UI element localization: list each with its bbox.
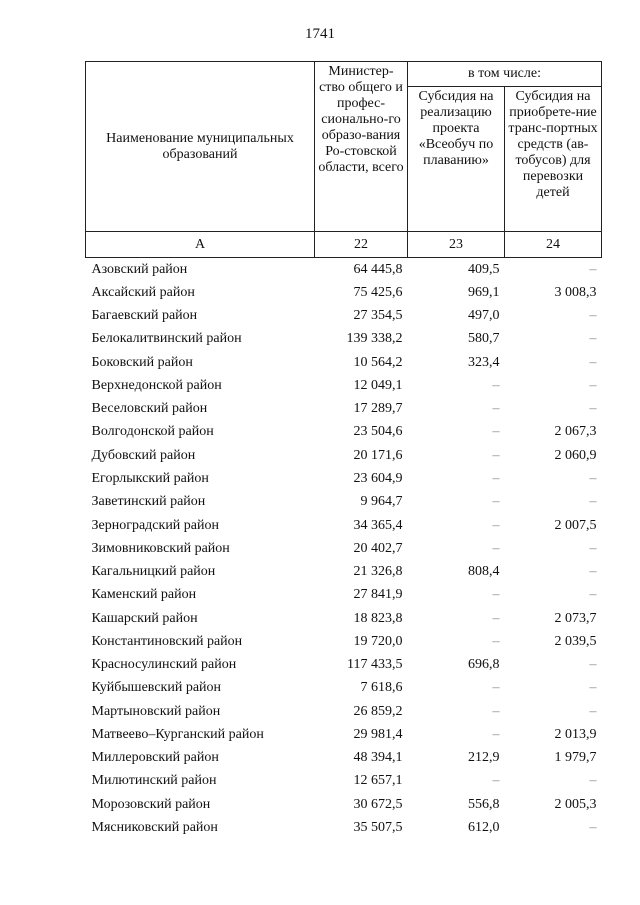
municipality-name: Верхнедонской район bbox=[91, 377, 222, 393]
header-number-a: А bbox=[86, 232, 315, 258]
ministry-total-value: 27 841,9 bbox=[353, 587, 403, 603]
ministry-total-value: 7 618,6 bbox=[360, 680, 403, 696]
bus-subsidy-value: 2 005,3 bbox=[554, 796, 597, 812]
municipality-name: Веселовский район bbox=[91, 401, 208, 417]
ministry-total-value: 12 657,1 bbox=[353, 773, 403, 789]
bus-subsidy-value: – bbox=[589, 680, 597, 696]
table-row bbox=[86, 816, 602, 839]
header-municipality: Наименование муниципальных образований bbox=[86, 62, 315, 232]
ministry-total-value: 75 425,6 bbox=[353, 284, 403, 300]
bus-subsidy-value: 1 979,7 bbox=[554, 750, 597, 766]
municipality-name: Зимовниковский район bbox=[91, 540, 230, 556]
municipality-name: Матвеево–Курганский район bbox=[91, 726, 264, 742]
swimming-subsidy-value: – bbox=[492, 587, 500, 603]
bus-subsidy-value: – bbox=[589, 703, 597, 719]
ministry-total-value: 23 604,9 bbox=[353, 471, 403, 487]
bus-subsidy-value: – bbox=[589, 377, 597, 393]
municipality-name: Кашарский район bbox=[91, 610, 198, 626]
ministry-total-value: 29 981,4 bbox=[353, 726, 403, 742]
table-row bbox=[86, 281, 602, 304]
header-ministry-total: Министер-ство общего и профес-сионально-го образо-вания Ро-стовской области, всего bbox=[315, 62, 408, 232]
bus-subsidy-value: 3 008,3 bbox=[554, 284, 597, 300]
table-row bbox=[86, 677, 602, 700]
bus-subsidy-value: – bbox=[589, 564, 597, 580]
header-number-22: 22 bbox=[315, 232, 408, 258]
table-row bbox=[86, 258, 602, 282]
ministry-total-value: 139 338,2 bbox=[346, 331, 403, 347]
municipality-name: Каменский район bbox=[91, 587, 197, 603]
bus-subsidy-value: 2 067,3 bbox=[554, 424, 597, 440]
municipality-name: Мартыновский район bbox=[91, 703, 221, 719]
swimming-subsidy-value: 556,8 bbox=[468, 796, 500, 812]
municipality-name: Милютинский район bbox=[91, 773, 217, 789]
table-row bbox=[86, 654, 602, 677]
bus-subsidy-value: – bbox=[589, 820, 597, 835]
table-row bbox=[86, 537, 602, 560]
swimming-subsidy-value: 409,5 bbox=[468, 261, 500, 277]
ministry-total-value: 18 823,8 bbox=[353, 610, 403, 626]
header-number-23: 23 bbox=[408, 232, 505, 258]
ministry-total-value: 48 394,1 bbox=[353, 750, 403, 766]
municipality-name: Азовский район bbox=[91, 261, 188, 277]
swimming-subsidy-value: – bbox=[492, 424, 500, 440]
municipality-name: Багаевский район bbox=[91, 308, 198, 324]
bus-subsidy-value: – bbox=[589, 657, 597, 673]
bus-subsidy-value: – bbox=[589, 540, 597, 556]
bus-subsidy-value: 2 007,5 bbox=[554, 517, 597, 533]
table-row bbox=[86, 770, 602, 793]
municipality-name: Аксайский район bbox=[91, 284, 195, 300]
bus-subsidy-value: 2 073,7 bbox=[554, 610, 597, 626]
bus-subsidy-value: 2 013,9 bbox=[554, 726, 597, 742]
municipality-name: Зерноградский район bbox=[91, 517, 219, 533]
municipality-name: Константиновский район bbox=[91, 633, 243, 649]
bus-subsidy-value: – bbox=[589, 331, 597, 347]
ministry-total-value: 64 445,8 bbox=[353, 261, 403, 277]
swimming-subsidy-value: 497,0 bbox=[468, 308, 500, 324]
municipality-name: Волгодонской район bbox=[91, 424, 214, 440]
swimming-subsidy-value: – bbox=[492, 471, 500, 487]
table-row bbox=[86, 700, 602, 723]
swimming-subsidy-value: 696,8 bbox=[468, 657, 500, 673]
swimming-subsidy-value: – bbox=[492, 610, 500, 626]
municipality-name: Кагальницкий район bbox=[91, 564, 216, 580]
page-number: 1741 bbox=[305, 26, 335, 42]
swimming-subsidy-value: – bbox=[492, 517, 500, 533]
budget-table bbox=[85, 61, 602, 840]
municipality-name: Боковский район bbox=[91, 354, 193, 370]
swimming-subsidy-value: 969,1 bbox=[468, 284, 500, 300]
bus-subsidy-value: – bbox=[589, 308, 597, 324]
ministry-total-value: 20 402,7 bbox=[353, 540, 403, 556]
bus-subsidy-value: – bbox=[589, 261, 597, 277]
header-bus-subsidy: Субсидия на приобрете-ние транс-портных средств (ав-тобусов) для перевозки детей bbox=[505, 87, 602, 232]
table-row bbox=[86, 514, 602, 537]
table-row bbox=[86, 305, 602, 328]
bus-subsidy-value: – bbox=[589, 401, 597, 417]
table-row bbox=[86, 421, 602, 444]
swimming-subsidy-value: 212,9 bbox=[468, 750, 500, 766]
ministry-total-value: 10 564,2 bbox=[353, 354, 403, 370]
table-row bbox=[86, 584, 602, 607]
municipality-name: Мясниковский район bbox=[91, 820, 218, 835]
table-row bbox=[86, 328, 602, 351]
municipality-name: Дубовский район bbox=[91, 447, 196, 463]
ministry-total-value: 20 171,6 bbox=[353, 447, 403, 463]
municipality-name: Красносулинский район bbox=[91, 657, 237, 673]
header-swimming-subsidy: Субсидия на реализацию проекта «Всеобуч по плаванию» bbox=[408, 87, 505, 232]
table-row bbox=[86, 467, 602, 490]
swimming-subsidy-value: – bbox=[492, 377, 500, 393]
municipality-name: Белокалитвинский район bbox=[91, 331, 242, 347]
header-group-including: в том числе: bbox=[408, 62, 602, 87]
swimming-subsidy-value: 808,4 bbox=[468, 564, 500, 580]
table-row bbox=[86, 398, 602, 421]
ministry-total-value: 21 326,8 bbox=[353, 564, 403, 580]
municipality-name: Заветинский район bbox=[91, 494, 206, 510]
ministry-total-value: 17 289,7 bbox=[353, 401, 403, 417]
table-row bbox=[86, 374, 602, 397]
bus-subsidy-value: 2 060,9 bbox=[554, 447, 597, 463]
bus-subsidy-value: – bbox=[589, 471, 597, 487]
header-number-24: 24 bbox=[505, 232, 602, 258]
swimming-subsidy-value: – bbox=[492, 633, 500, 649]
ministry-total-value: 30 672,5 bbox=[353, 796, 403, 812]
swimming-subsidy-value: 323,4 bbox=[468, 354, 500, 370]
bus-subsidy-value: – bbox=[589, 494, 597, 510]
table-row bbox=[86, 793, 602, 816]
swimming-subsidy-value: – bbox=[492, 680, 500, 696]
municipality-name: Морозовский район bbox=[91, 796, 211, 812]
swimming-subsidy-value: 612,0 bbox=[468, 820, 500, 835]
table-header bbox=[86, 62, 602, 258]
bus-subsidy-value: – bbox=[589, 587, 597, 603]
swimming-subsidy-value: – bbox=[492, 447, 500, 463]
municipality-name: Егорлыкский район bbox=[91, 471, 209, 487]
swimming-subsidy-value: – bbox=[492, 494, 500, 510]
ministry-total-value: 117 433,5 bbox=[347, 657, 403, 673]
ministry-total-value: 9 964,7 bbox=[360, 494, 403, 510]
ministry-total-value: 12 049,1 bbox=[353, 377, 403, 393]
table-row bbox=[86, 351, 602, 374]
swimming-subsidy-value: – bbox=[492, 726, 500, 742]
bus-subsidy-value: 2 039,5 bbox=[554, 633, 597, 649]
table-row bbox=[86, 607, 602, 630]
table-body bbox=[86, 258, 602, 840]
municipality-name: Миллеровский район bbox=[91, 750, 219, 766]
table-row bbox=[86, 491, 602, 514]
swimming-subsidy-value: – bbox=[492, 540, 500, 556]
table-row bbox=[86, 747, 602, 770]
table-row bbox=[86, 444, 602, 467]
swimming-subsidy-value: – bbox=[492, 401, 500, 417]
table-row bbox=[86, 723, 602, 746]
swimming-subsidy-value: 580,7 bbox=[468, 331, 500, 347]
bus-subsidy-value: – bbox=[589, 354, 597, 370]
table-row bbox=[86, 630, 602, 653]
swimming-subsidy-value: – bbox=[492, 773, 500, 789]
ministry-total-value: 26 859,2 bbox=[353, 703, 403, 719]
ministry-total-value: 34 365,4 bbox=[353, 517, 403, 533]
swimming-subsidy-value: – bbox=[492, 703, 500, 719]
bus-subsidy-value: – bbox=[589, 773, 597, 789]
ministry-total-value: 19 720,0 bbox=[353, 633, 403, 649]
ministry-total-value: 23 504,6 bbox=[353, 424, 403, 440]
ministry-total-value: 27 354,5 bbox=[353, 308, 403, 324]
ministry-total-value: 35 507,5 bbox=[353, 820, 403, 835]
table-row bbox=[86, 560, 602, 583]
municipality-name: Куйбышевский район bbox=[91, 680, 222, 696]
